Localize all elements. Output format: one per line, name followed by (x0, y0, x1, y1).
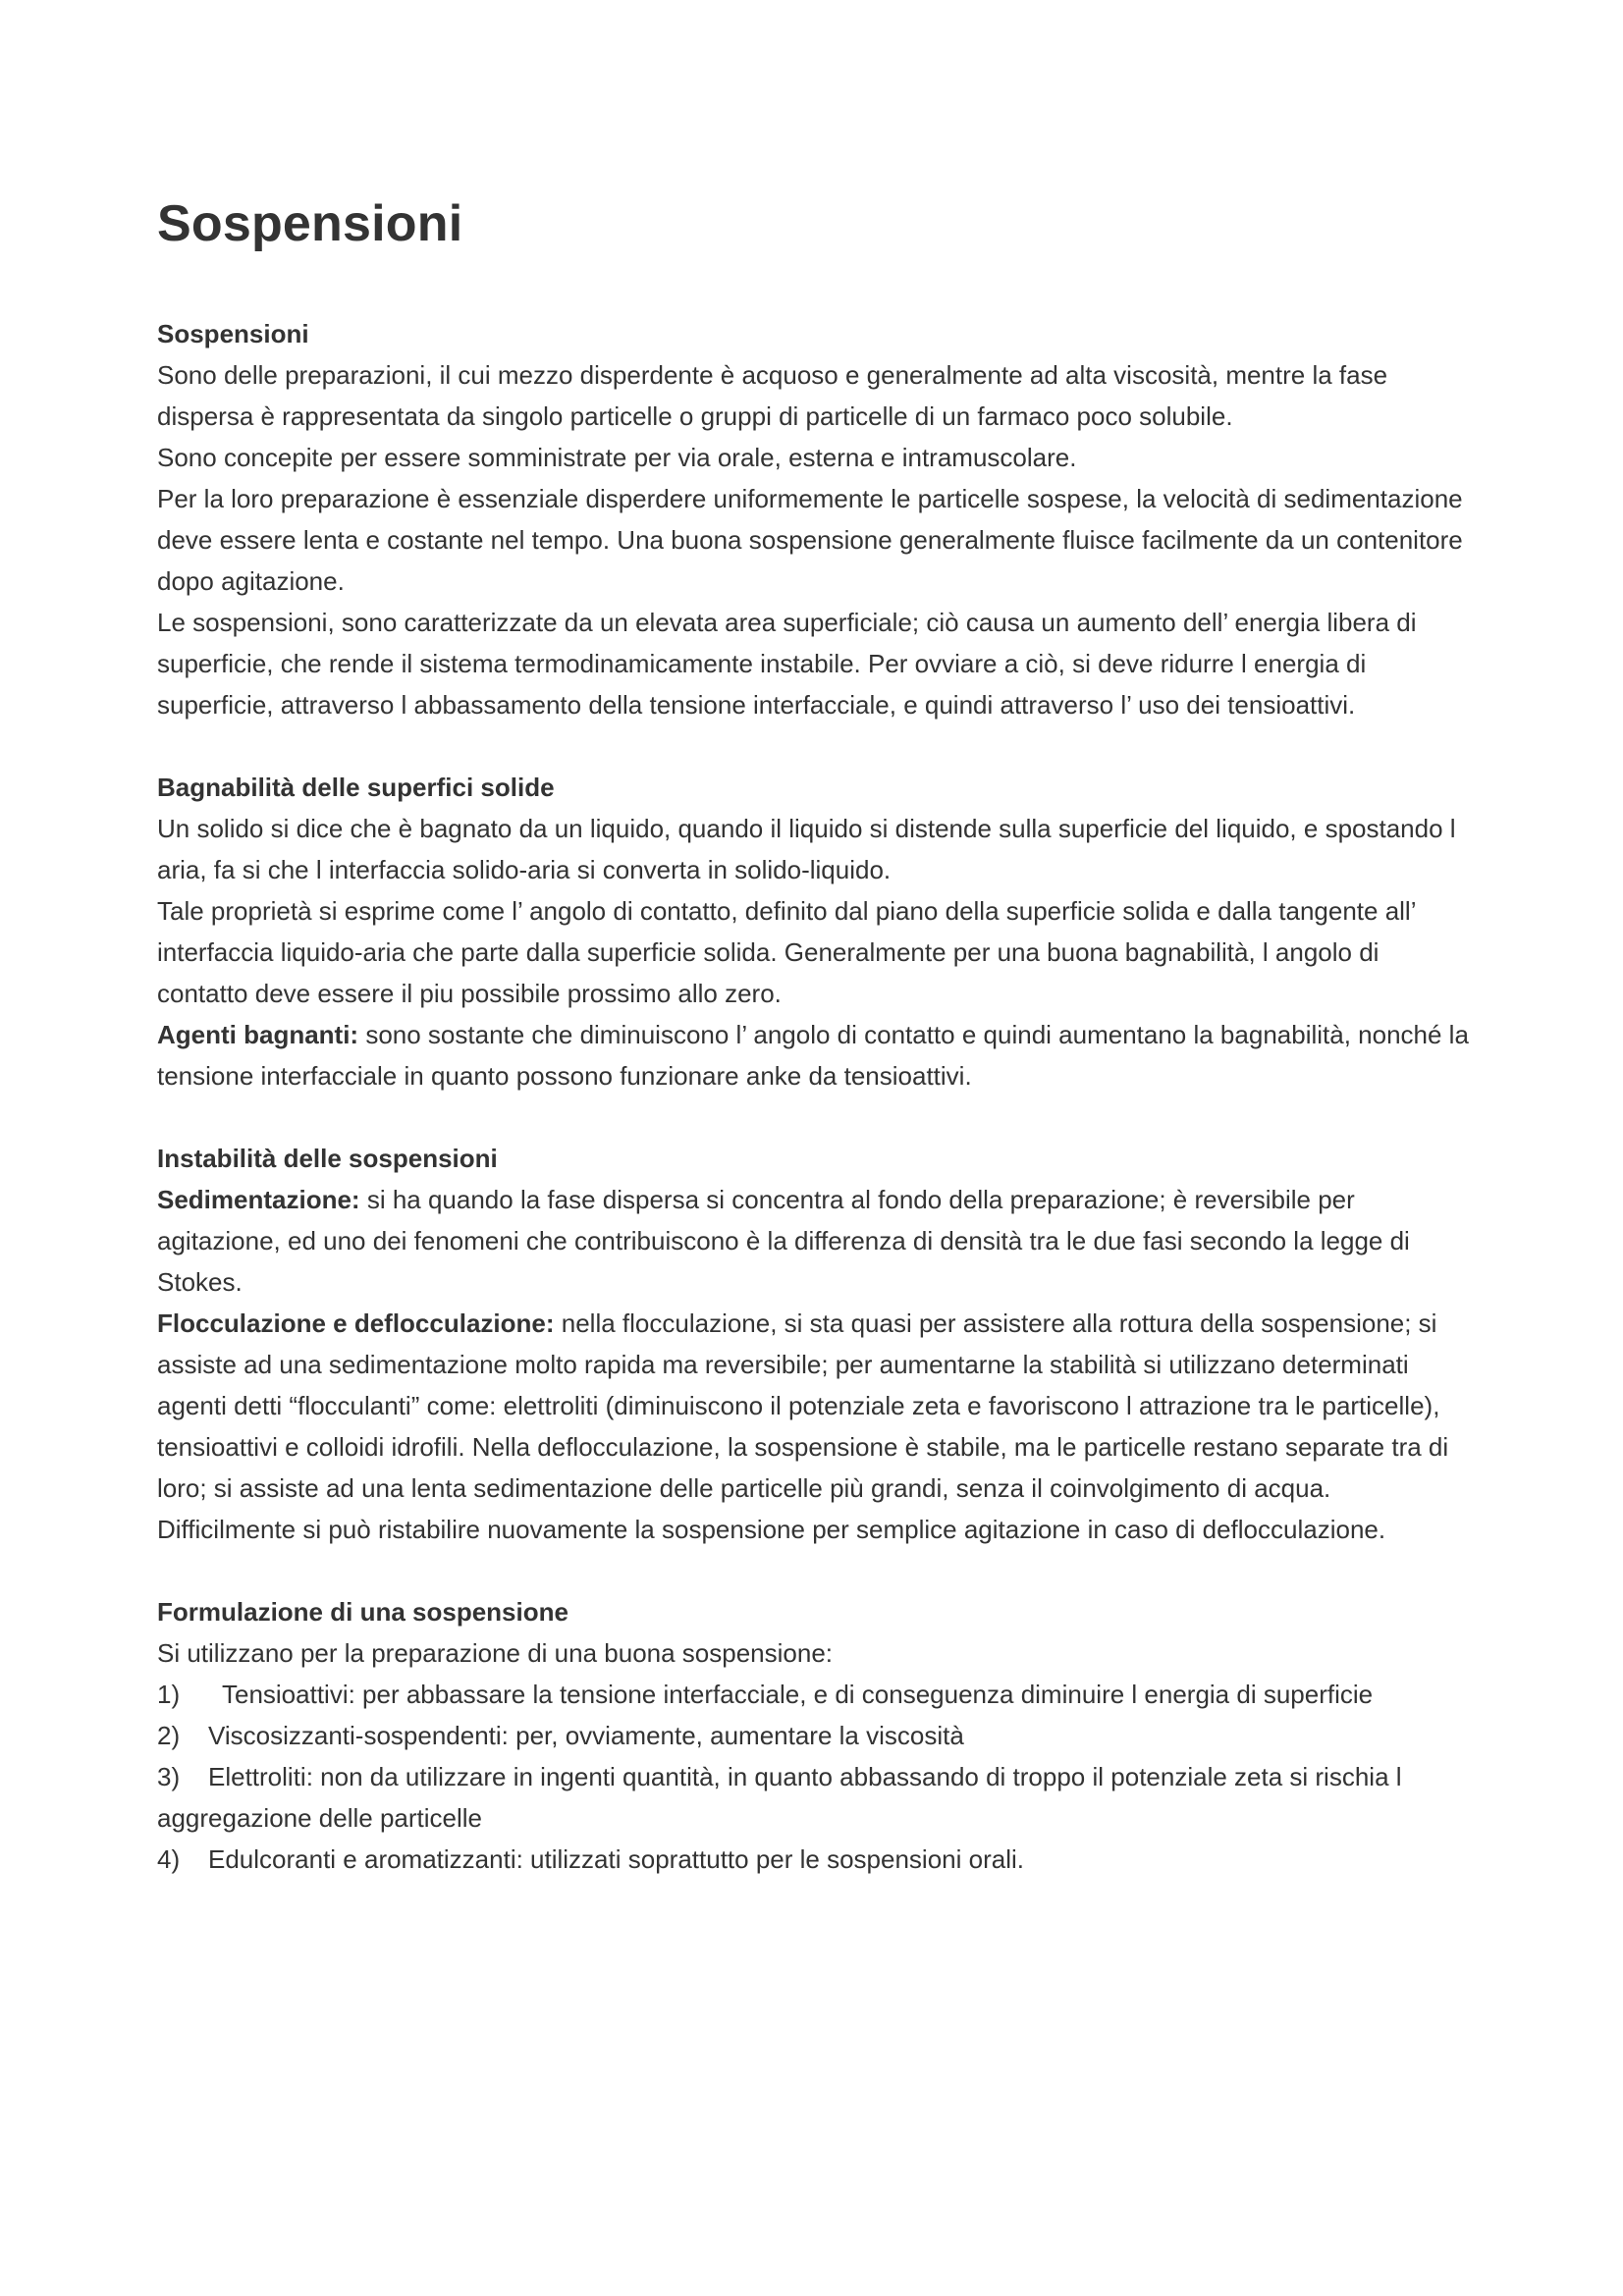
definition-term: Agenti bagnanti: (157, 1020, 359, 1049)
definition-paragraph (157, 1303, 1473, 1550)
section-instabilita (157, 1138, 1473, 1550)
list-text: Edulcoranti e aromatizzanti: utilizzati soprattutto per le sospensioni orali. (208, 1844, 1024, 1874)
section-heading: Instabilità delle sospensioni (157, 1144, 498, 1173)
list-number: 4) (157, 1844, 181, 1874)
definition-text: si ha quando la fase dispersa si concentra al fondo della preparazione; è reversibile per agitazione, ed uno dei fenomeni che contribuiscono è la differenza di densità tra le due fasi secondo la legge di Stokes. (157, 1185, 1410, 1297)
list-text: Tensioattivi: per abbassare la tensione interfacciale, e di conseguenza diminuire l energia di superficie (208, 1680, 1374, 1709)
definition-text: nella flocculazione, si sta quasi per assistere alla rottura della sospensione; si assiste ad una sedimentazione molto rapida ma reversibile; per aumentarne la stabilità si utilizzano determinati agenti detti “flocculanti” come: elettroliti (diminuiscono il potenziale zeta e favoriscono l attrazione tra le particelle), tensioattivi e colloidi idrofili. Nella deflocculazione, la sospensione è stabile, ma le particelle restano separate tra di loro; si assiste ad una lenta sedimentazione delle particelle più grandi, senza il coinvolgimento di acqua. Difficilmente si può ristabilire nuovamente la sospensione per semplice agitazione in caso di deflocculazione. (157, 1308, 1449, 1544)
definition-term: Sedimentazione: (157, 1185, 360, 1214)
definition-paragraph (157, 1179, 1473, 1303)
list-number: 2) (157, 1721, 181, 1750)
paragraph: Sono delle preparazioni, il cui mezzo disperdente è acquoso e generalmente ad alta viscosità, mentre la fase dispersa è rappresentata da singolo particelle o gruppi di particelle di un farmaco poco solubile. (157, 360, 1388, 431)
paragraph: Tale proprietà si esprime come l’ angolo di contatto, definito dal piano della superficie solida e dalla tangente all’ interfaccia liquido-aria che parte dalla superficie solida. Generalmente per una buona bagnabilità, l angolo di contatto deve essere il piu possibile prossimo allo zero. (157, 896, 1416, 1008)
document-page (157, 191, 1473, 1921)
document-title: Sospensioni (157, 195, 463, 252)
definition-paragraph (157, 1014, 1473, 1096)
section-bagnabilita (157, 767, 1473, 1096)
list-number: 3) (157, 1762, 181, 1791)
list-text: Viscosizzanti-sospendenti: per, ovviamente, aumentare la viscosità (208, 1721, 964, 1750)
paragraph: Un solido si dice che è bagnato da un liquido, quando il liquido si distende sulla superficie del liquido, e spostando l aria, fa si che l interfaccia solido-aria si converta in solido-liquido. (157, 814, 1456, 884)
paragraph: Si utilizzano per la preparazione di una buona sospensione: (157, 1638, 834, 1668)
list-item (157, 1756, 1473, 1839)
list-item (157, 1715, 1473, 1756)
section-formulazione (157, 1591, 1473, 1880)
paragraph: Sono concepite per essere somministrate per via orale, esterna e intramuscolare. (157, 443, 1077, 472)
list-item (157, 1674, 1473, 1715)
section-heading: Bagnabilità delle superfici solide (157, 773, 555, 802)
section-heading: Formulazione di una sospensione (157, 1597, 568, 1627)
list-text: Elettroliti: non da utilizzare in ingenti quantità, in quanto abbassando di troppo il potenziale zeta si rischia l aggregazione delle particelle (157, 1762, 1402, 1833)
definition-term: Flocculazione e deflocculazione: (157, 1308, 555, 1338)
definition-text: sono sostante che diminuiscono l’ angolo di contatto e quindi aumentano la bagnabilità, nonché la tensione interfacciale in quanto possono funzionare anke da tensioattivi. (157, 1020, 1469, 1091)
paragraph: Per la loro preparazione è essenziale disperdere uniformemente le particelle sospese, la velocità di sedimentazione deve essere lenta e costante nel tempo. Una buona sospensione generalmente fluisce facilmente da un contenitore dopo agitazione. (157, 484, 1463, 596)
section-sospensioni (157, 313, 1473, 725)
paragraph: Le sospensioni, sono caratterizzate da un elevata area superficiale; ciò causa un aumento dell’ energia libera di superficie, che rende il sistema termodinamicamente instabile. Per ovviare a ciò, si deve ridurre l energia di superficie, attraverso l abbassamento della tensione interfacciale, e quindi attraverso l’ uso dei tensioattivi. (157, 608, 1417, 720)
list-number: 1) (157, 1680, 181, 1709)
section-heading: Sospensioni (157, 319, 309, 348)
list-item (157, 1839, 1473, 1880)
